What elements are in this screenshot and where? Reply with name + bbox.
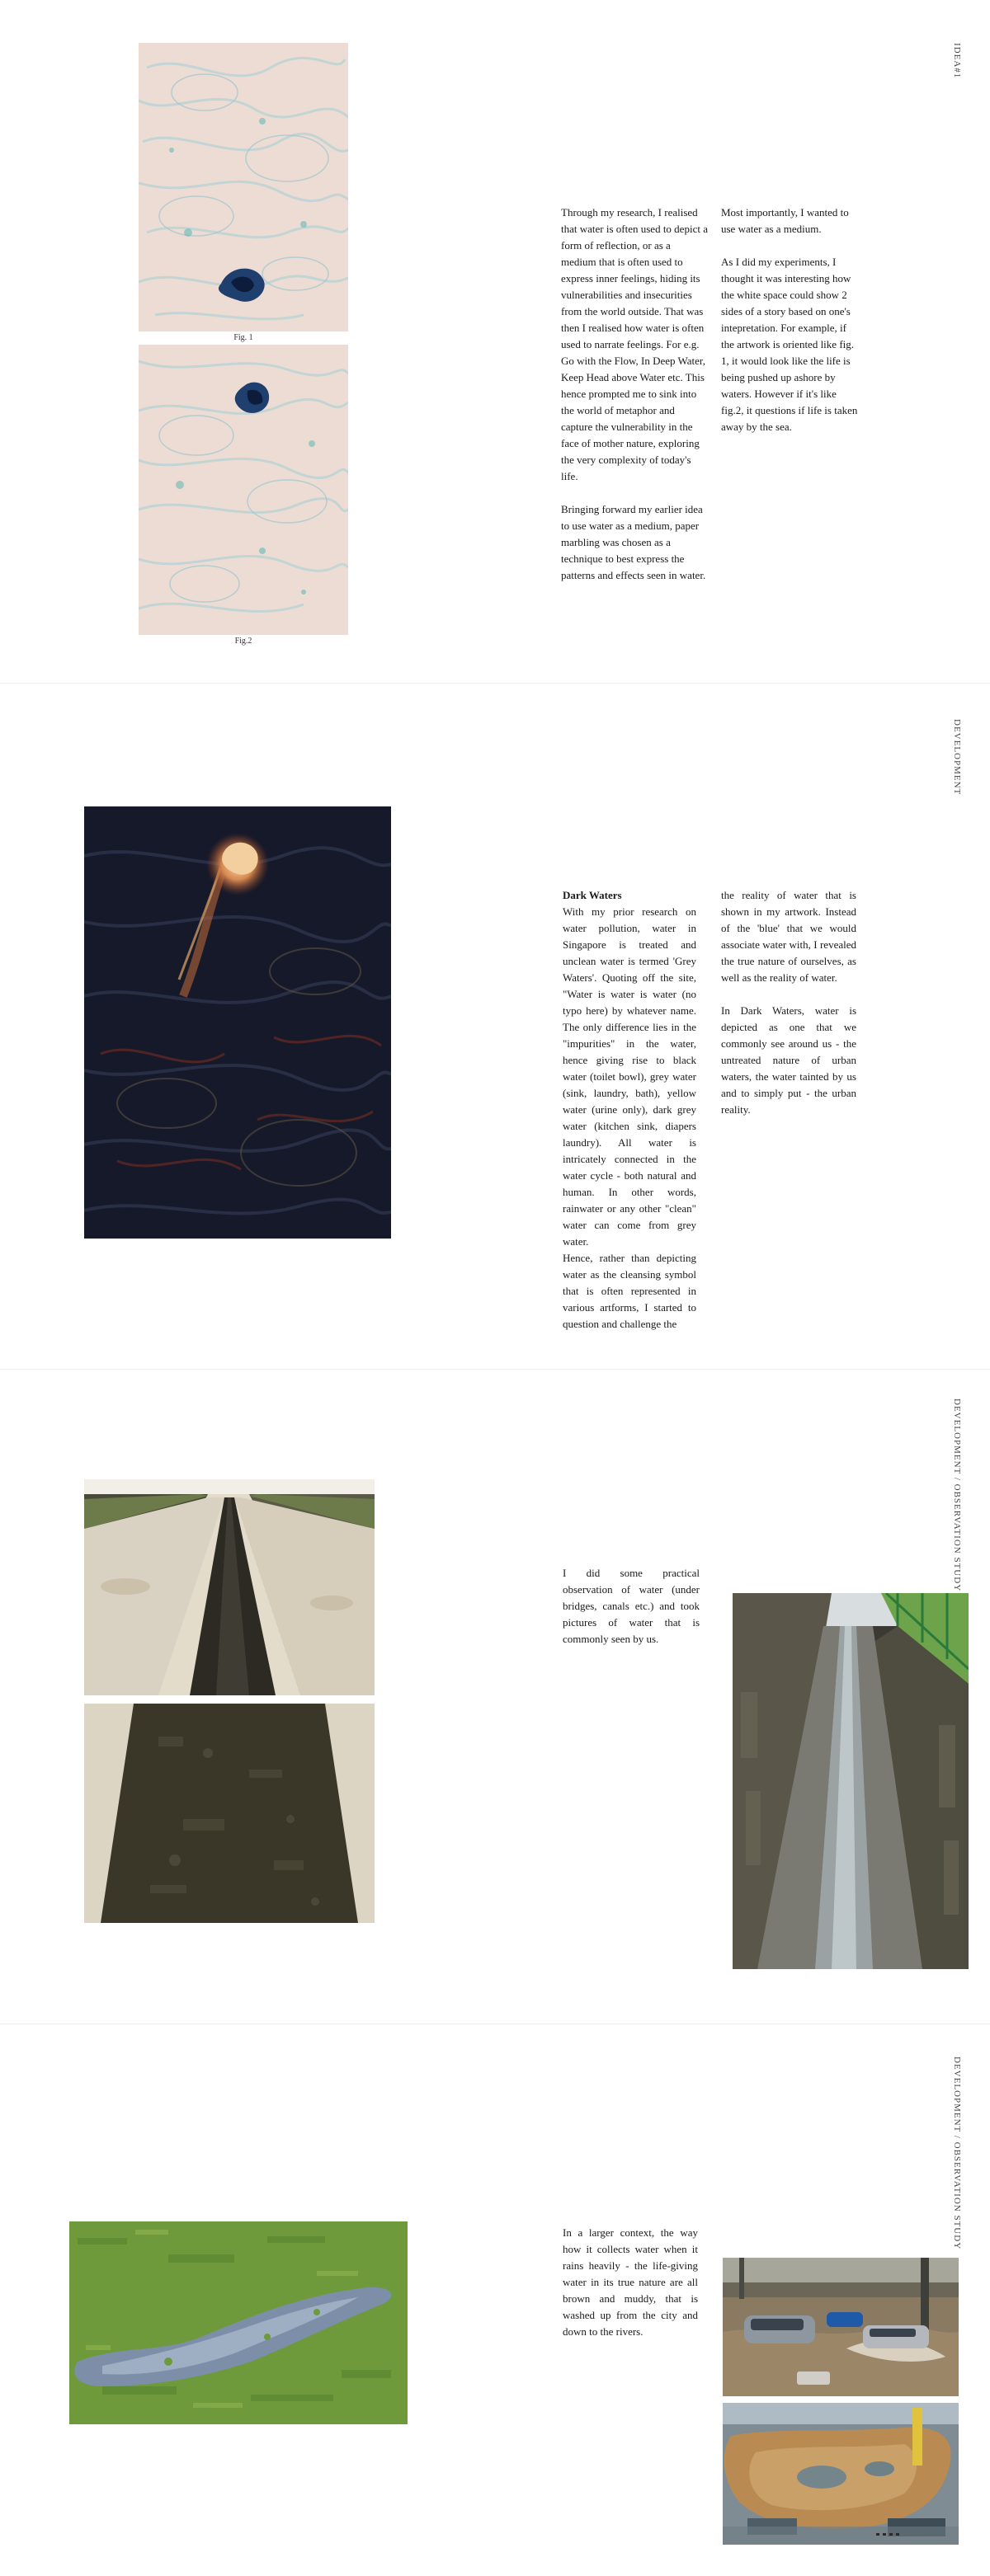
observation-text-2: In a larger context, the way how it collects water when it rains heavily - the life-giving water in its true nature are all brown and muddy, that is washed up from the city and down to the rivers. — [563, 2226, 698, 2338]
dark-waters-paragraph: Hence, rather than depicting water as the cleansing symbol that is often represented in various artforms, I started to question and challenge the — [563, 1252, 696, 1330]
page-divider — [0, 683, 990, 684]
marbling-artwork-fig2 — [139, 345, 348, 635]
page-section-label: DEVELOPMENT — [952, 719, 962, 796]
dark-waters-column-1 — [563, 887, 696, 1333]
page-section-label: IDEA#1 — [952, 43, 962, 79]
idea-paragraph: Most importantly, I wanted to use water as a medium. — [721, 206, 849, 235]
page-observation-study-1 — [0, 1370, 990, 2014]
fig1-caption: Fig. 1 — [233, 333, 253, 342]
idea-paragraph: As I did my experiments, I thought it was interesting how the white space could show 2 sides of a story based on one's intepretation. For example, if the artwork is oriented like fig. 1, it would look like the life is being pushed up ashore by waters. However if it's like fig.2, it questions if life is taken away by the sea. — [721, 256, 858, 433]
idea-paragraph: Through my research, I realised that water is often used to depict a form of reflection, or as a medium that is often used to express inner feelings, hiding its vulnerabilities and insecurities from the world outside. That was then I realised how water is often used to narrate feelings. For e.g. Go with the Flow, In Deep Water, Keep Head above Water etc. This hence prompted me to sink into the world of metaphor and capture the vulnerability in the face of mother nature, exploring the very complexity of today's life. — [561, 206, 708, 482]
grass-puddle-photo — [69, 2221, 408, 2424]
canal-photo-storm-drain — [733, 1593, 969, 1969]
dark-waters-heading: Dark Waters — [563, 889, 622, 901]
page-idea-1 — [0, 0, 990, 668]
idea-text-column-2 — [721, 204, 861, 452]
canal-photo-closeup — [84, 1704, 375, 1923]
idea-paragraph: Bringing forward my earlier idea to use water as a medium, paper marbling was chosen as a technique to best express the patterns and effects seen in water. — [561, 503, 706, 581]
marbling-artwork-fig1 — [139, 43, 348, 331]
flooded-road-photo — [723, 2258, 959, 2396]
canal-photo-perspective — [84, 1479, 375, 1695]
page-divider — [0, 1369, 990, 1370]
fig2-caption: Fig.2 — [234, 637, 252, 646]
page-section-label: DEVELOPMENT / OBSERVATION STUDY — [952, 2057, 962, 2250]
dark-waters-paragraph: the reality of water that is shown in my artwork. Instead of the 'blue' that we would associate water with, I revealed the true nature of ourselves, as well as the reality of water. — [721, 889, 856, 984]
dark-waters-paragraph: In Dark Waters, water is depicted as one that we commonly see around us - the untreated nature of urban waters, the water tainted by us and to simply put - the urban reality. — [721, 1004, 856, 1116]
dark-waters-column-2 — [721, 887, 856, 1135]
idea-text-column-1 — [561, 204, 708, 600]
page-dark-waters — [0, 684, 990, 1344]
dark-waters-paragraph: With my prior research on water pollution, water in Singapore is treated and unclean water is termed 'Grey Waters'. Quoting off the site, "Water is water is water (no typo here) by whatever name. The only difference lies in the "impurities" in the water, hence giving rise to black water (toilet bowl), grey water (sink, laundry, bath), yellow water (urine only), dark grey water (kitchen sink, diapers laundry). All water is intricately connected in the water cycle - both natural and human. In other words, rainwater or any other "clean" water can come from grey water. — [563, 905, 696, 1248]
construction-site-flood-photo — [723, 2403, 959, 2545]
page-section-label: DEVELOPMENT / OBSERVATION STUDY — [952, 1398, 962, 1592]
page-observation-study-2 — [0, 2025, 990, 2576]
observation-text-1: I did some practical observation of water (under bridges, canals etc.) and took pictures of water that is commonly seen by us. — [563, 1567, 700, 1645]
dark-waters-artwork — [84, 806, 391, 1239]
